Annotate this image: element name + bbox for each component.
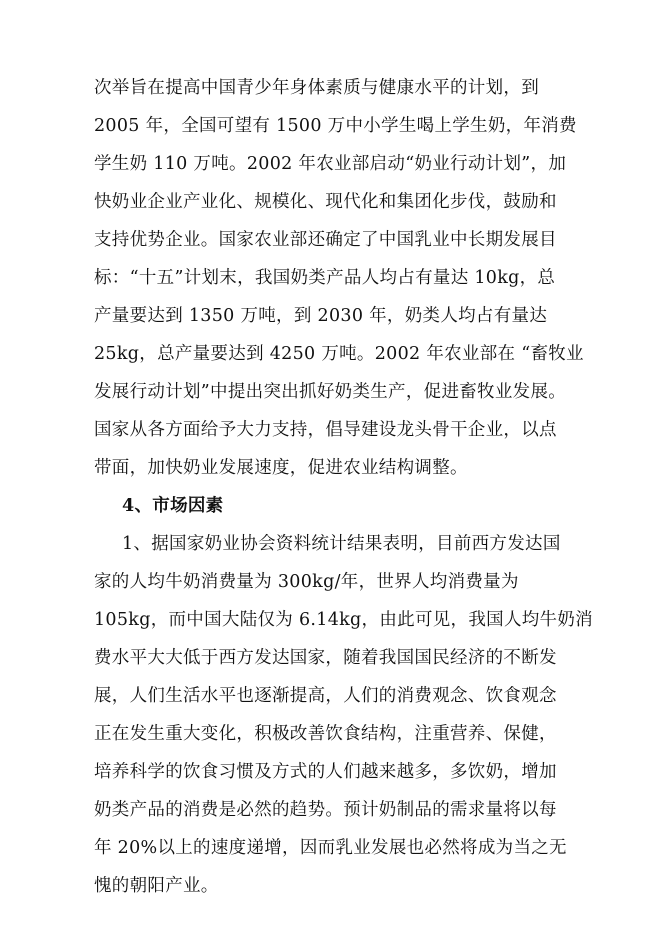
paragraph-line: 培养科学的饮食习惯及方式的人们越来越多，多饮奶，增加: [94, 762, 557, 782]
paragraph-line: 1、据国家奶业协会资料统计结果表明，目前西方发达国: [122, 534, 561, 554]
paragraph-line: 学生奶 110 万吨。2002 年农业部启动“奶业行动计划”，加: [94, 154, 567, 174]
paragraph-line: 次举旨在提高中国青少年身体素质与健康水平的计划，到: [94, 78, 539, 98]
paragraph-line: 愧的朝阳产业。: [94, 876, 219, 896]
paragraph-line: 展，人们生活水平也逐渐提高，人们的消费观念、饮食观念: [94, 686, 557, 706]
paragraph-line: 发展行动计划”中提出突出抓好奶类生产，促进畜牧业发展。: [94, 382, 567, 402]
paragraph-line: 25kg，总产量要达到 4250 万吨。2002 年农业部在 “畜牧业: [94, 344, 584, 364]
paragraph-line: 快奶业企业产业化、规模化、现代化和集团化步伐，鼓励和: [94, 192, 557, 212]
section-heading: 4、市场因素: [122, 496, 224, 516]
paragraph-line: 年 20%以上的速度递增，因而乳业发展也必然将成为当之无: [94, 838, 567, 858]
paragraph-line: 105kg，而中国大陆仅为 6.14kg，由此可见，我国人均牛奶消: [94, 610, 593, 630]
paragraph-line: 带面，加快奶业发展速度，促进农业结构调整。: [94, 458, 468, 478]
paragraph-line: 支持优势企业。国家农业部还确定了中国乳业中长期发展目: [94, 230, 557, 250]
paragraph-line: 家的人均牛奶消费量为 300kg/年，世界人均消费量为: [94, 572, 519, 592]
paragraph-line: 正在发生重大变化，积极改善饮食结构，注重营养、保健，: [94, 724, 557, 744]
paragraph-line: 标：“十五”计划末，我国奶类产品人均占有量达 10kg，总: [94, 268, 556, 288]
paragraph-line: 奶类产品的消费是必然的趋势。预计奶制品的需求量将以每: [94, 800, 557, 820]
paragraph-line: 2005 年，全国可望有 1500 万中小学生喝上学生奶，年消费: [94, 116, 577, 136]
paragraph-line: 费水平大大低于西方发达国家，随着我国国民经济的不断发: [94, 648, 557, 668]
paragraph-line: 产量要达到 1350 万吨，到 2030 年，奶类人均占有量达: [94, 306, 548, 326]
paragraph-line: 国家从各方面给予大力支持，倡导建设龙头骨干企业，以点: [94, 420, 557, 440]
